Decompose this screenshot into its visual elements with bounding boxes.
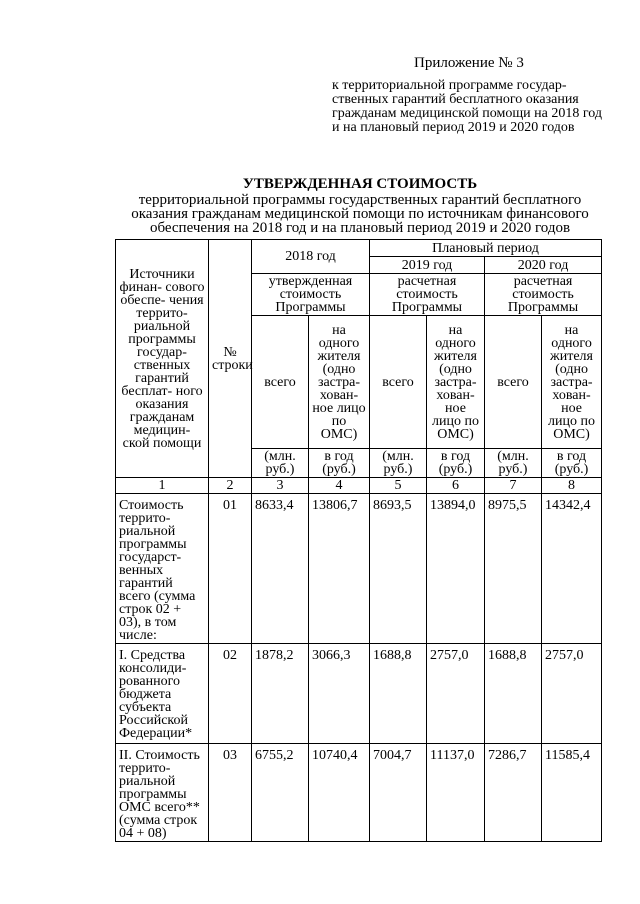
header-total: всего xyxy=(252,316,309,449)
column-number: 2 xyxy=(209,478,252,494)
row-label: II. Стоимость террито- риальной программы ОМС всего** (сумма строк 04 + 08) xyxy=(116,744,209,842)
cell-value: 8633,4 xyxy=(252,494,309,644)
table-row xyxy=(116,644,602,744)
header-year-2020: 2020 год xyxy=(485,257,602,274)
column-number: 8 xyxy=(542,478,602,494)
cell-value: 1688,8 xyxy=(485,644,542,744)
appendix-header xyxy=(332,56,612,135)
subtitle-line: оказания гражданам медицинской помощи по источникам финансового xyxy=(131,206,589,222)
row-label: Стоимость террито- риальной программы государст- венных гарантий всего (сумма строк 02 + 03), в том числе: xyxy=(116,494,209,644)
cell-value: 11137,0 xyxy=(427,744,485,842)
header-year-2019: 2019 год xyxy=(370,257,485,274)
cost-table xyxy=(115,239,602,842)
document-subtitle xyxy=(110,193,610,235)
header-unit: (млн. руб.) xyxy=(252,449,309,478)
header-total: всего xyxy=(370,316,427,449)
header-year-2018: 2018 год xyxy=(252,240,370,274)
cell-value: 8693,5 xyxy=(370,494,427,644)
column-number: 4 xyxy=(309,478,370,494)
cell-value: 6755,2 xyxy=(252,744,309,842)
row-number: 03 xyxy=(209,744,252,842)
cell-value: 3066,3 xyxy=(309,644,370,744)
header-unit: (млн. руб.) xyxy=(485,449,542,478)
header-source: Источники финан- сового обеспе- чения террито- риальной программы государ- ственных гарантий бесплат- ного оказания гражданам медицин- ской помощи xyxy=(116,240,209,478)
header-unit: в год (руб.) xyxy=(309,449,370,478)
subtitle-line: территориальной программы государственных гарантий бесплатного xyxy=(138,192,582,208)
header-unit: в год (руб.) xyxy=(542,449,602,478)
appendix-title: Приложение № 3 xyxy=(414,55,524,71)
appendix-line: гражданам медицинской помощи на 2018 год xyxy=(332,106,602,121)
header-approved-cost: утвержденная стоимость Программы xyxy=(252,274,370,316)
row-number: 01 xyxy=(209,494,252,644)
cell-value: 8975,5 xyxy=(485,494,542,644)
cell-value: 7286,7 xyxy=(485,744,542,842)
cell-value: 1878,2 xyxy=(252,644,309,744)
row-label: I. Средства консолиди- рованного бюджета субъекта Российской Федерации* xyxy=(116,644,209,744)
table-row xyxy=(116,494,602,644)
appendix-line: ственных гарантий бесплатного оказания xyxy=(332,92,579,107)
cell-value: 10740,4 xyxy=(309,744,370,842)
cell-value: 11585,4 xyxy=(542,744,602,842)
column-number: 3 xyxy=(252,478,309,494)
column-number: 7 xyxy=(485,478,542,494)
header-unit: в год (руб.) xyxy=(427,449,485,478)
cell-value: 2757,0 xyxy=(542,644,602,744)
cell-value: 7004,7 xyxy=(370,744,427,842)
header-unit: (млн. руб.) xyxy=(370,449,427,478)
header-planned-period: Плановый период xyxy=(370,240,602,257)
column-number: 1 xyxy=(116,478,209,494)
cell-value: 13894,0 xyxy=(427,494,485,644)
header-per-resident: на одного жителя (одно застра- хован- ное лицо по ОМС) xyxy=(427,316,485,449)
appendix-line: и на плановый период 2019 и 2020 годов xyxy=(332,120,575,135)
subtitle-line: обеспечения на 2018 год и на плановый период 2019 и 2020 годов xyxy=(149,220,571,236)
cell-value: 14342,4 xyxy=(542,494,602,644)
header-total: всего xyxy=(485,316,542,449)
column-number: 5 xyxy=(370,478,427,494)
header-per-resident: на одного жителя (одно застра- хован- ное лицо по ОМС) xyxy=(309,316,370,449)
header-per-resident: на одного жителя (одно застра- хован- ное лицо по ОМС) xyxy=(542,316,602,449)
document-title: УТВЕРЖДЕННАЯ СТОИМОСТЬ xyxy=(242,176,478,192)
header-estimated-cost: расчетная стоимость Программы xyxy=(485,274,602,316)
cell-value: 2757,0 xyxy=(427,644,485,744)
table-row xyxy=(116,744,602,842)
header-row-number: № строки xyxy=(209,240,252,478)
header-estimated-cost: расчетная стоимость Программы xyxy=(370,274,485,316)
cell-value: 13806,7 xyxy=(309,494,370,644)
column-number: 6 xyxy=(427,478,485,494)
appendix-line: к территориальной программе государ- xyxy=(332,78,567,93)
cell-value: 1688,8 xyxy=(370,644,427,744)
row-number: 02 xyxy=(209,644,252,744)
